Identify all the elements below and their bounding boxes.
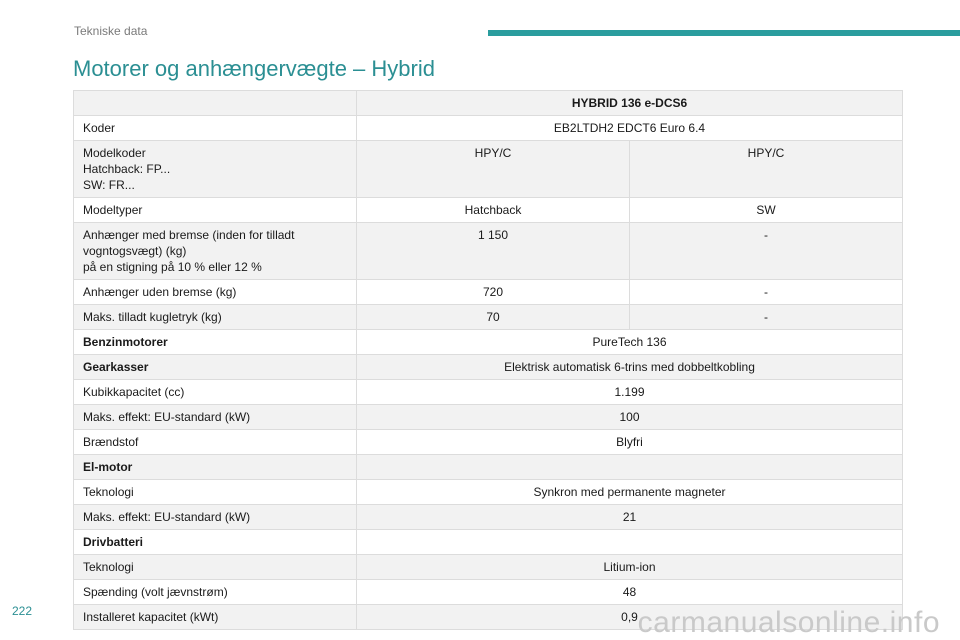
row-label: Anhænger uden bremse (kg) [74, 280, 357, 305]
row-value: Elektrisk automatisk 6-trins med dobbeltkobling [357, 355, 903, 380]
row-label: Installeret kapacitet (kWt) [74, 605, 357, 630]
row-value: 1.199 [357, 380, 903, 405]
row-value-sw: HPY/C [630, 141, 903, 198]
row-label: Maks. tilladt kugletryk (kg) [74, 305, 357, 330]
table-row [74, 305, 903, 330]
row-value [357, 455, 903, 480]
row-value: PureTech 136 [357, 330, 903, 355]
table-row [74, 116, 903, 141]
row-value-sw: - [630, 280, 903, 305]
row-value-sw: - [630, 305, 903, 330]
table-row [74, 280, 903, 305]
table-row [74, 430, 903, 455]
row-value-sw: - [630, 223, 903, 280]
table-header-row [74, 91, 903, 116]
row-value: 21 [357, 505, 903, 530]
specs-table-wrapper [73, 90, 902, 630]
row-value-sw: SW [630, 198, 903, 223]
row-label: Teknologi [74, 555, 357, 580]
row-label: Koder [74, 116, 357, 141]
specs-table [73, 90, 903, 630]
row-value: Blyfri [357, 430, 903, 455]
row-value: Litium-ion [357, 555, 903, 580]
row-value-hatchback: 1 150 [357, 223, 630, 280]
row-label: El-motor [74, 455, 357, 480]
table-row [74, 198, 903, 223]
row-label: Gearkasser [74, 355, 357, 380]
row-label: Brændstof [74, 430, 357, 455]
row-value-hatchback: HPY/C [357, 141, 630, 198]
table-row [74, 405, 903, 430]
table-row [74, 380, 903, 405]
table-row [74, 223, 903, 280]
table-row [74, 455, 903, 480]
row-value: 48 [357, 580, 903, 605]
table-row [74, 505, 903, 530]
accent-bar [488, 30, 960, 36]
row-value: 0,9 [357, 605, 903, 630]
table-header: HYBRID 136 e-DCS6 [357, 91, 903, 116]
row-label: Drivbatteri [74, 530, 357, 555]
watermark: carmanualsonline.info [637, 606, 940, 639]
row-label: Spænding (volt jævnstrøm) [74, 580, 357, 605]
row-value-hatchback: Hatchback [357, 198, 630, 223]
row-label: Teknologi [74, 480, 357, 505]
row-value-hatchback: 720 [357, 280, 630, 305]
row-label: Kubikkapacitet (cc) [74, 380, 357, 405]
row-label: Benzinmotorer [74, 330, 357, 355]
page-number: 222 [12, 604, 33, 618]
table-row [74, 530, 903, 555]
row-value: EB2LTDH2 EDCT6 Euro 6.4 [357, 116, 903, 141]
row-value-hatchback: 70 [357, 305, 630, 330]
row-label: Maks. effekt: EU-standard (kW) [74, 505, 357, 530]
row-label: Anhænger med bremse (inden for tilladt vogntogsvægt) (kg) på en stigning på 10 % eller 12 % [74, 223, 357, 280]
row-value: Synkron med permanente magneter [357, 480, 903, 505]
table-corner-cell [74, 91, 357, 116]
row-label: Maks. effekt: EU-standard (kW) [74, 405, 357, 430]
row-label: Modelkoder Hatchback: FP... SW: FR... [74, 141, 357, 198]
table-row [74, 330, 903, 355]
row-value [357, 530, 903, 555]
table-row [74, 141, 903, 198]
page-title: Motorer og anhængervægte – Hybrid [73, 56, 435, 81]
table-row [74, 480, 903, 505]
section-label: Tekniske data [74, 24, 148, 38]
row-label: Modeltyper [74, 198, 357, 223]
table-row [74, 580, 903, 605]
table-row [74, 355, 903, 380]
row-value: 100 [357, 405, 903, 430]
table-row [74, 555, 903, 580]
